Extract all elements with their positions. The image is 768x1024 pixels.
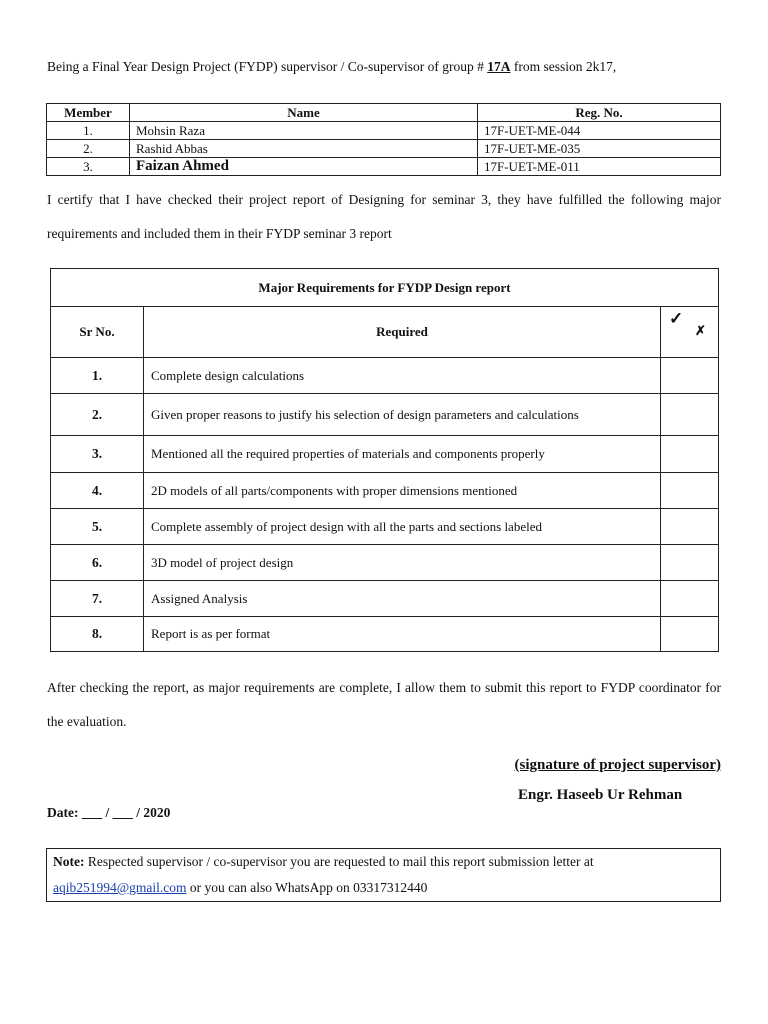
header-name: Name — [130, 104, 478, 122]
table-row — [51, 581, 719, 617]
row-number: 1. — [51, 358, 144, 394]
row-checkbox[interactable] — [661, 358, 719, 394]
supervisor-name: Engr. Haseeb Ur Rehman — [518, 787, 683, 803]
members-header-row — [47, 104, 721, 122]
member-reg: 17F-UET-ME-011 — [478, 158, 721, 176]
after-check-paragraph: After checking the report, as major requirements are complete, I allow them to submit this report to FYDP coordinator for the evaluation. — [47, 680, 721, 729]
row-requirement: Complete design calculations — [144, 358, 661, 394]
intro-session: from session 2k17, — [510, 59, 617, 74]
row-requirement: Given proper reasons to justify his selection of design parameters and calculations — [144, 394, 661, 436]
requirements-title-row — [51, 269, 719, 307]
table-row — [47, 158, 721, 176]
row-requirement: 2D models of all parts/components with proper dimensions mentioned — [144, 473, 661, 509]
intro-text: Being a Final Year Design Project (FYDP) supervisor / Co-supervisor of group # — [47, 59, 488, 74]
note-box — [46, 848, 721, 902]
check-icon: ✓ — [669, 309, 684, 328]
row-requirement: Complete assembly of project design with all the parts and sections labeled — [144, 509, 661, 545]
table-row — [47, 140, 721, 158]
requirements-title: Major Requirements for FYDP Design report — [51, 269, 719, 307]
row-requirement: Assigned Analysis — [144, 581, 661, 617]
member-name: Faizan Ahmed — [130, 158, 478, 176]
table-row — [51, 617, 719, 652]
row-requirement: 3D model of project design — [144, 545, 661, 581]
note-after: or you can also WhatsApp on 03317312440 — [186, 880, 428, 895]
row-checkbox[interactable] — [661, 617, 719, 652]
table-row — [51, 358, 719, 394]
member-number: 1. — [47, 122, 130, 140]
signature-label: (signature of project supervisor) — [514, 757, 721, 773]
row-requirement: Mentioned all the required properties of materials and components properly — [144, 436, 661, 473]
row-requirement: Report is as per format — [144, 617, 661, 652]
row-number: 4. — [51, 473, 144, 509]
table-row — [51, 509, 719, 545]
table-row — [51, 473, 719, 509]
header-sr-no: Sr No. — [51, 307, 144, 358]
header-reg: Reg. No. — [478, 104, 721, 122]
table-row — [51, 545, 719, 581]
header-check-column — [661, 307, 719, 358]
certify-paragraph: I certify that I have checked their project report of Designing for seminar 3, they have fulfilled the following major requirements and included them in their FYDP seminar 3 report — [47, 192, 721, 241]
members-table — [46, 103, 721, 176]
member-number: 2. — [47, 140, 130, 158]
intro-line — [47, 59, 616, 75]
group-number: 17A — [487, 59, 511, 74]
member-reg: 17F-UET-ME-035 — [478, 140, 721, 158]
table-row — [51, 436, 719, 473]
row-number: 3. — [51, 436, 144, 473]
row-number: 8. — [51, 617, 144, 652]
row-checkbox[interactable] — [661, 545, 719, 581]
header-required: Required — [144, 307, 661, 358]
row-checkbox[interactable] — [661, 509, 719, 545]
email-link[interactable]: aqib251994@gmail.com — [53, 880, 187, 895]
row-number: 7. — [51, 581, 144, 617]
row-checkbox[interactable] — [661, 394, 719, 436]
requirements-table — [50, 268, 719, 652]
member-name: Mohsin Raza — [130, 122, 478, 140]
requirements-header-row — [51, 307, 719, 358]
table-row — [47, 122, 721, 140]
member-reg: 17F-UET-ME-044 — [478, 122, 721, 140]
table-row — [51, 394, 719, 436]
row-number: 5. — [51, 509, 144, 545]
row-number: 6. — [51, 545, 144, 581]
row-checkbox[interactable] — [661, 473, 719, 509]
header-member: Member — [47, 104, 130, 122]
note-label: Note: — [53, 854, 85, 869]
date-line: Date: ___ / ___ / 2020 — [47, 805, 171, 820]
row-checkbox[interactable] — [661, 436, 719, 473]
note-text: Respected supervisor / co-supervisor you are requested to mail this report submission letter at — [84, 854, 594, 869]
row-checkbox[interactable] — [661, 581, 719, 617]
cross-icon: ✗ — [695, 323, 706, 338]
member-number: 3. — [47, 158, 130, 176]
member-name: Rashid Abbas — [130, 140, 478, 158]
row-number: 2. — [51, 394, 144, 436]
